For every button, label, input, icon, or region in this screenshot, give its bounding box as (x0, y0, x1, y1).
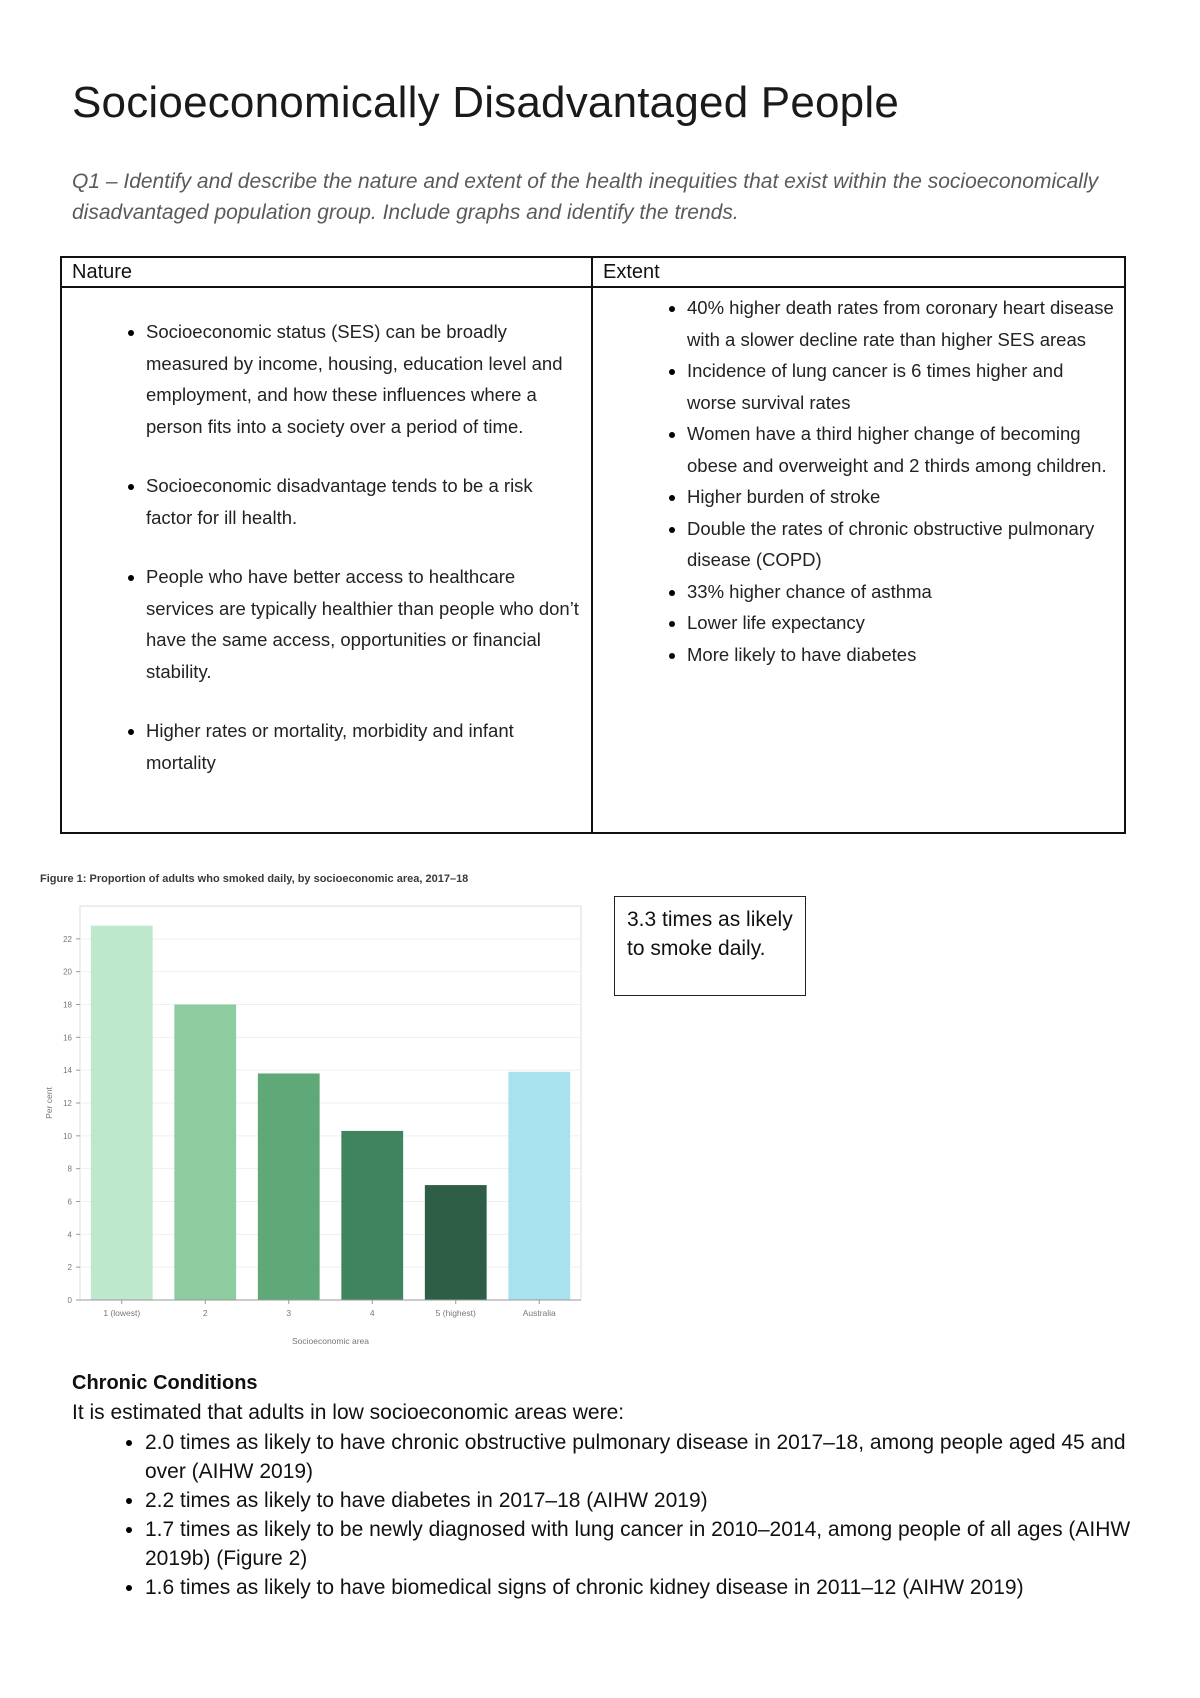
chronic-list (72, 1428, 1152, 1602)
bar-1 (91, 926, 153, 1300)
y-tick-label: 8 (67, 1164, 72, 1174)
x-tick-label: Australia (522, 1308, 556, 1318)
y-tick-label: 6 (67, 1197, 72, 1207)
chronic-heading: Chronic Conditions (72, 1372, 258, 1394)
smoking-bar-chart (36, 892, 596, 1352)
x-tick-label: 5 (highest) (435, 1308, 476, 1318)
nature-item: • People who have better access to healthcare services are typically healthier than people who don’t have the same access, opportunities or financial stability. (146, 561, 581, 687)
chronic-item: • 2.0 times as likely to have chronic obstructive pulmonary disease in 2017–18, among people aged 45 and over (AIHW 2019) (145, 1428, 1152, 1486)
y-tick-label: 4 (67, 1230, 72, 1240)
chart-title: Figure 1: Proportion of adults who smoked daily, by socioeconomic area, 2017–18 (40, 873, 469, 885)
question-text: Q1 – Identify and describe the nature and extent of the health inequities that exist within the socioeconomically disadvantaged population group. Include graphs and identify the trends. (72, 170, 1099, 224)
y-tick-label: 16 (63, 1033, 72, 1043)
x-tick-label: 1 (lowest) (103, 1308, 141, 1318)
y-axis-label: Per cent (44, 1087, 54, 1119)
y-tick-label: 2 (67, 1263, 72, 1273)
y-tick-label: 20 (63, 967, 72, 977)
extent-item: • Lower life expectancy (687, 607, 1114, 639)
extent-item: • More likely to have diabetes (687, 639, 1114, 671)
chronic-intro: It is estimated that adults in low socioeconomic areas were: (72, 1401, 625, 1424)
y-tick-label: 10 (63, 1131, 72, 1141)
y-tick-label: 22 (63, 934, 72, 944)
nature-list (62, 288, 591, 778)
chronic-item: • 1.7 times as likely to be newly diagnosed with lung cancer in 2010–2014, among people of all ages (AIHW 2019b) (Figure 2) (145, 1515, 1152, 1573)
nature-extent-table (60, 256, 1126, 834)
bar-3 (258, 1073, 320, 1300)
chronic-item: • 1.6 times as likely to have biomedical signs of chronic kidney disease in 2011–12 (AIHW 2019) (145, 1573, 1152, 1602)
page-title: Socioeconomically Disadvantaged People (72, 78, 899, 127)
extent-item: • Women have a third higher change of becoming obese and overweight and 2 thirds among children. (687, 418, 1114, 481)
extent-item: • Higher burden of stroke (687, 481, 1114, 513)
extent-item: • Incidence of lung cancer is 6 times higher and worse survival rates (687, 355, 1114, 418)
x-tick-label: 4 (369, 1308, 375, 1318)
bar-6 (508, 1072, 570, 1300)
smoking-callout: 3.3 times as likely to smoke daily. (614, 896, 806, 996)
x-tick-label: 2 (202, 1308, 208, 1318)
nature-cell (61, 287, 592, 833)
nature-header: Nature (61, 257, 592, 287)
chronic-conditions-section (72, 1368, 1152, 1602)
chronic-item: • 2.2 times as likely to have diabetes in 2017–18 (AIHW 2019) (145, 1486, 1152, 1515)
x-tick-label: 3 (286, 1308, 292, 1318)
bar-2 (174, 1005, 236, 1301)
extent-item: • 40% higher death rates from coronary heart disease with a slower decline rate than higher SES areas (687, 292, 1114, 355)
extent-list (593, 288, 1124, 670)
extent-item: • 33% higher chance of asthma (687, 576, 1114, 608)
y-tick-label: 0 (67, 1296, 72, 1305)
extent-header: Extent (592, 257, 1125, 287)
x-axis-label: Socioeconomic area (291, 1336, 370, 1346)
nature-item: • Socioeconomic disadvantage tends to be a risk factor for ill health. (146, 470, 581, 533)
bar-5 (425, 1185, 487, 1300)
nature-item: • Socioeconomic status (SES) can be broadly measured by income, housing, education level and employment, and how these influences where a person fits into a society over a period of time. (146, 316, 581, 442)
y-tick-label: 18 (63, 1000, 72, 1010)
extent-cell (592, 287, 1125, 833)
y-tick-label: 14 (63, 1066, 72, 1076)
extent-item: • Double the rates of chronic obstructive pulmonary disease (COPD) (687, 513, 1114, 576)
y-tick-label: 12 (63, 1099, 72, 1108)
nature-item: • Higher rates or mortality, morbidity and infant mortality (146, 715, 581, 778)
bar-4 (341, 1131, 403, 1300)
